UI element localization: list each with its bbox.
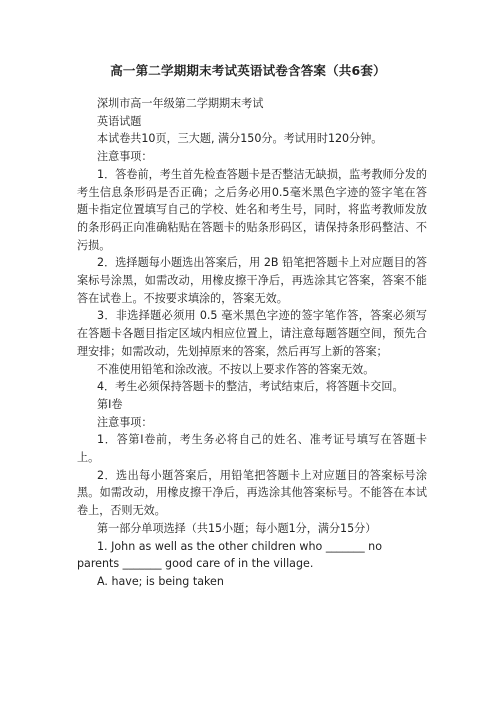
volume-1-notice-item-1: 1．答第Ⅰ卷前，考生务必将自己的姓名、准考证号填写在答题卡上。 [77, 433, 427, 465]
volume-1-notice-heading: 注意事项： [97, 415, 153, 429]
notice-item-3-continued: 不准使用铅笔和涂改液。不按以上要求作答的答案无效。 [97, 362, 375, 376]
question-1-option-a: A. have; is being taken [97, 574, 224, 588]
notice-item-2: 2．选择题每小题选出答案后，用 2B 铅笔把答题卡上对应题目的答案标号涂黑，如需改动，用橡皮擦干净后，再选涂其它答案，答案不能答在试卷上。不按要求填涂的，答案无效。 [77, 256, 427, 305]
school-exam-line: 深圳市高一年级第二学期期末考试 [97, 97, 264, 110]
part-1-heading: 第一部分单项选择（共15小题；每小题1分，满分15分） [97, 521, 377, 535]
document-body [77, 95, 427, 591]
volume-1-notice-item-2: 2．选出每小题答案后，用铅笔把答题卡上对应题目的答案标号涂黑。如需改动，用橡皮擦干净后，再选涂其他答案标号。不能答在本试卷上，否则无效。 [77, 468, 427, 518]
notice-item-3: 3．非选择题必须用 0.5 毫米黑色字迹的签字笔作答，答案必须写在答题卡各题目指定区域内相应位置上，请注意每题答题空间，预先合理安排；如需改动，先划掉原来的答案，然后再写上新的答案； [77, 309, 427, 358]
notice-item-1: 1．答卷前，考生首先检查答题卡是否整洁无缺损，监考教师分发的考生信息条形码是否正确；之后务必用0.5毫米黑色字迹的签字笔在答题卡指定位置填写自己的学校、姓名和考生号，同时，将监考教师发放的条形码正向准确粘贴在答题卡的贴条形码区，请保持条形码整洁、不污损。 [77, 167, 427, 252]
notice-heading: 注意事项： [97, 150, 153, 164]
subject-line: 英语试题 [97, 114, 142, 128]
section-heading-volume-1: 第Ⅰ卷 [97, 397, 123, 411]
notice-item-4: 4．考生必须保持答题卡的整洁，考试结束后，将答题卡交回。 [97, 380, 404, 394]
question-1: 1. John as well as the other children who _______ no parents _______ good care of in the village. [77, 539, 382, 571]
exam-info-line: 本试卷共10页，三大题, 满分150分。考试用时120分钟。 [97, 132, 383, 146]
document-title: 高一第二学期期末考试英语试卷含答案（共6套） [110, 63, 386, 78]
